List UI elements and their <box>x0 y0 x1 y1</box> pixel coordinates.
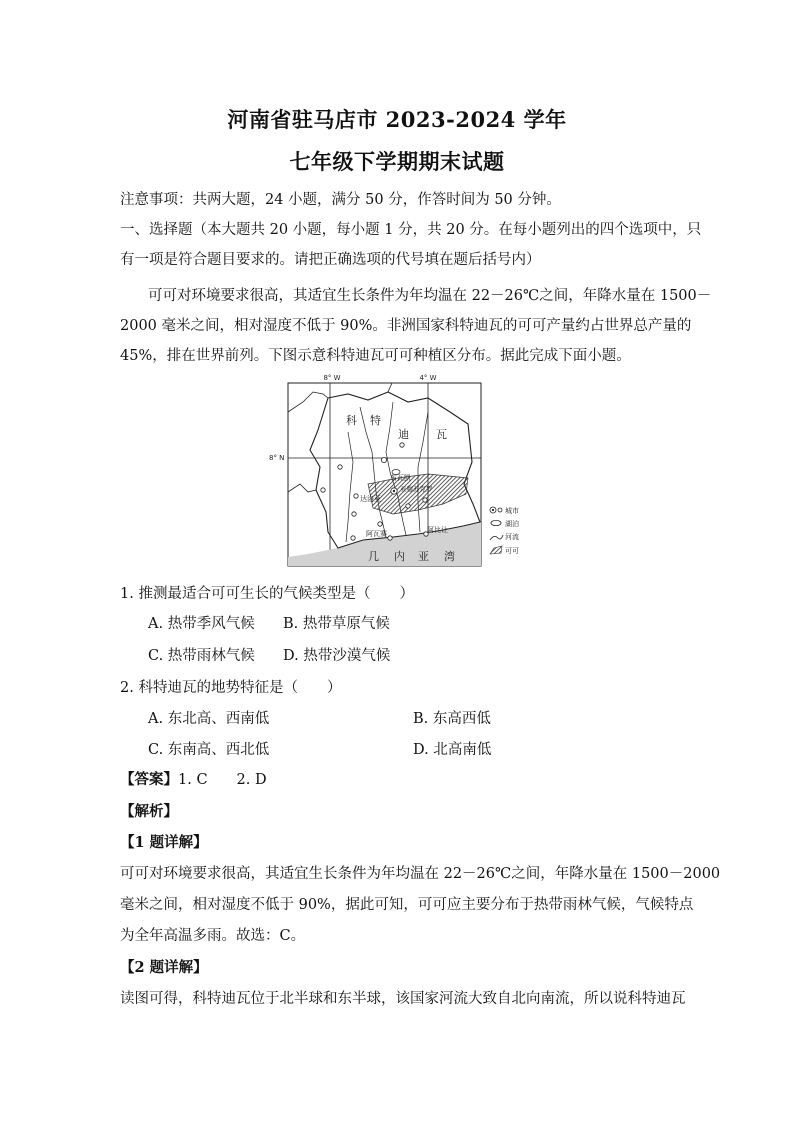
gulf-char-2: 内 <box>394 550 405 563</box>
city-label-avasse: 阿瓦赛 <box>366 530 387 538</box>
q2-option-c: C. 东南高、西北低 <box>148 742 270 758</box>
city-dot-icon <box>406 504 410 508</box>
passage-line-2: 2000 毫米之间，相对湿度不低于 90%。非洲国家科特迪瓦的可可产量约占世界总产量的 <box>120 318 692 334</box>
country-char-1: 科 <box>346 414 357 427</box>
city-label-abidjan: 阿比让 <box>427 526 448 534</box>
cocoa-distribution-map <box>268 372 528 568</box>
legend-lake-icon <box>491 520 501 525</box>
city-dot-icon <box>400 443 404 447</box>
city-label-daloa: 达洛亚 <box>360 495 381 503</box>
legend-river-icon <box>490 535 503 540</box>
title-line-2: 七年级下学期期末试题 <box>289 149 505 174</box>
notice: 注意事项：共两大题，24 小题，满分 50 分，作答时间为 50 分钟。 <box>120 192 561 208</box>
answer-label: 【答案】 <box>120 771 178 788</box>
detail-1-line-3: 为全年高温多雨。故选：C。 <box>120 928 306 944</box>
detail-1-line-1: 可可对环境要求很高，其适宜生长条件为年均温在 22－26℃之间，年降水量在 1500－2000 <box>120 866 721 882</box>
city-dot-icon <box>321 488 325 492</box>
legend-cocoa-icon <box>490 546 502 554</box>
city-dot-icon <box>338 465 342 469</box>
detail-1-line-2: 毫米之间，相对湿度不低于 90%，据此可知，可可应主要分布于热带雨林气候，气候特点 <box>120 897 694 913</box>
q1-option-c: C. 热带雨林气候 <box>148 648 255 664</box>
question-1-stem: 1. 推测最适合可可生长的气候类型是（ ） <box>120 586 414 602</box>
country-char-2: 特 <box>370 414 381 427</box>
lat-label-8n: 8° N <box>269 454 285 462</box>
country-char-4: 瓦 <box>436 428 447 441</box>
city-label-bouake: 布瓦凯 <box>390 474 411 482</box>
lon-label-4w: 4° W <box>419 374 437 382</box>
city-dot-icon <box>352 512 356 516</box>
q2-option-a: A. 东北高、西南低 <box>148 711 270 727</box>
city-dot-icon <box>423 498 427 502</box>
capital-inner-dot <box>393 490 395 492</box>
q1-option-d: D. 热带沙漠气候 <box>283 648 391 664</box>
q1-option-b: B. 热带草原气候 <box>283 616 390 632</box>
detail-1-label: 【1 题详解】 <box>120 834 208 851</box>
gulf-char-3: 亚 <box>418 550 429 563</box>
legend-river-label: 河流 <box>505 533 519 541</box>
legend-cocoa-label: 可可 <box>505 547 519 555</box>
passage-line-3: 45%，排在世界前列。下图示意科特迪瓦可可种植区分布。据此完成下面小题。 <box>120 348 631 364</box>
legend-lake-label: 湖泊 <box>505 520 519 528</box>
city-dot-icon <box>378 522 382 526</box>
detail-2-line-1: 读图可得，科特迪瓦位于北半球和东半球，该国家河流大致自北向南流，所以说科特迪瓦 <box>120 991 686 1007</box>
title-line-1: 河南省驻马店市 2023-2024 学年 <box>227 107 567 132</box>
gulf-char-4: 湾 <box>444 550 455 563</box>
question-2-stem: 2. 科特迪瓦的地势特征是（ ） <box>120 680 342 696</box>
answer-line <box>120 768 267 789</box>
analysis-label: 【解析】 <box>120 803 178 820</box>
section-1-heading-line-2: 有一项是符合题目要求的。请把正确选项的代号填在题后括号内） <box>120 252 541 268</box>
answer-text: 1. C 2. D <box>178 772 267 788</box>
country-char-3: 迪 <box>398 428 409 441</box>
section-1-heading-line-1: 一、选择题（本大题共 20 小题，每小题 1 分，共 20 分。在每小题列出的四个选项中，只 <box>120 222 702 238</box>
city-avasse-icon <box>388 536 392 540</box>
passage-line-1: 可可对环境要求很高，其适宜生长条件为年均温在 22－26℃之间，年降水量在 1500－ <box>148 288 712 304</box>
detail-2-label: 【2 题详解】 <box>120 959 208 976</box>
lon-label-8w: 8° W <box>323 374 341 382</box>
gulf-char-1: 几 <box>368 550 379 563</box>
city-label-yamoussoukro: 亚穆苏克罗 <box>400 485 433 493</box>
city-daloa-icon <box>354 494 358 498</box>
q2-option-d: D. 北高南低 <box>413 742 492 758</box>
q2-option-b: B. 东高西低 <box>413 711 491 727</box>
q1-option-a: A. 热带季风气候 <box>148 616 255 632</box>
city-dot-icon <box>351 536 355 540</box>
legend-city-label: 城市 <box>505 507 519 515</box>
city-bouake-icon <box>381 457 386 462</box>
